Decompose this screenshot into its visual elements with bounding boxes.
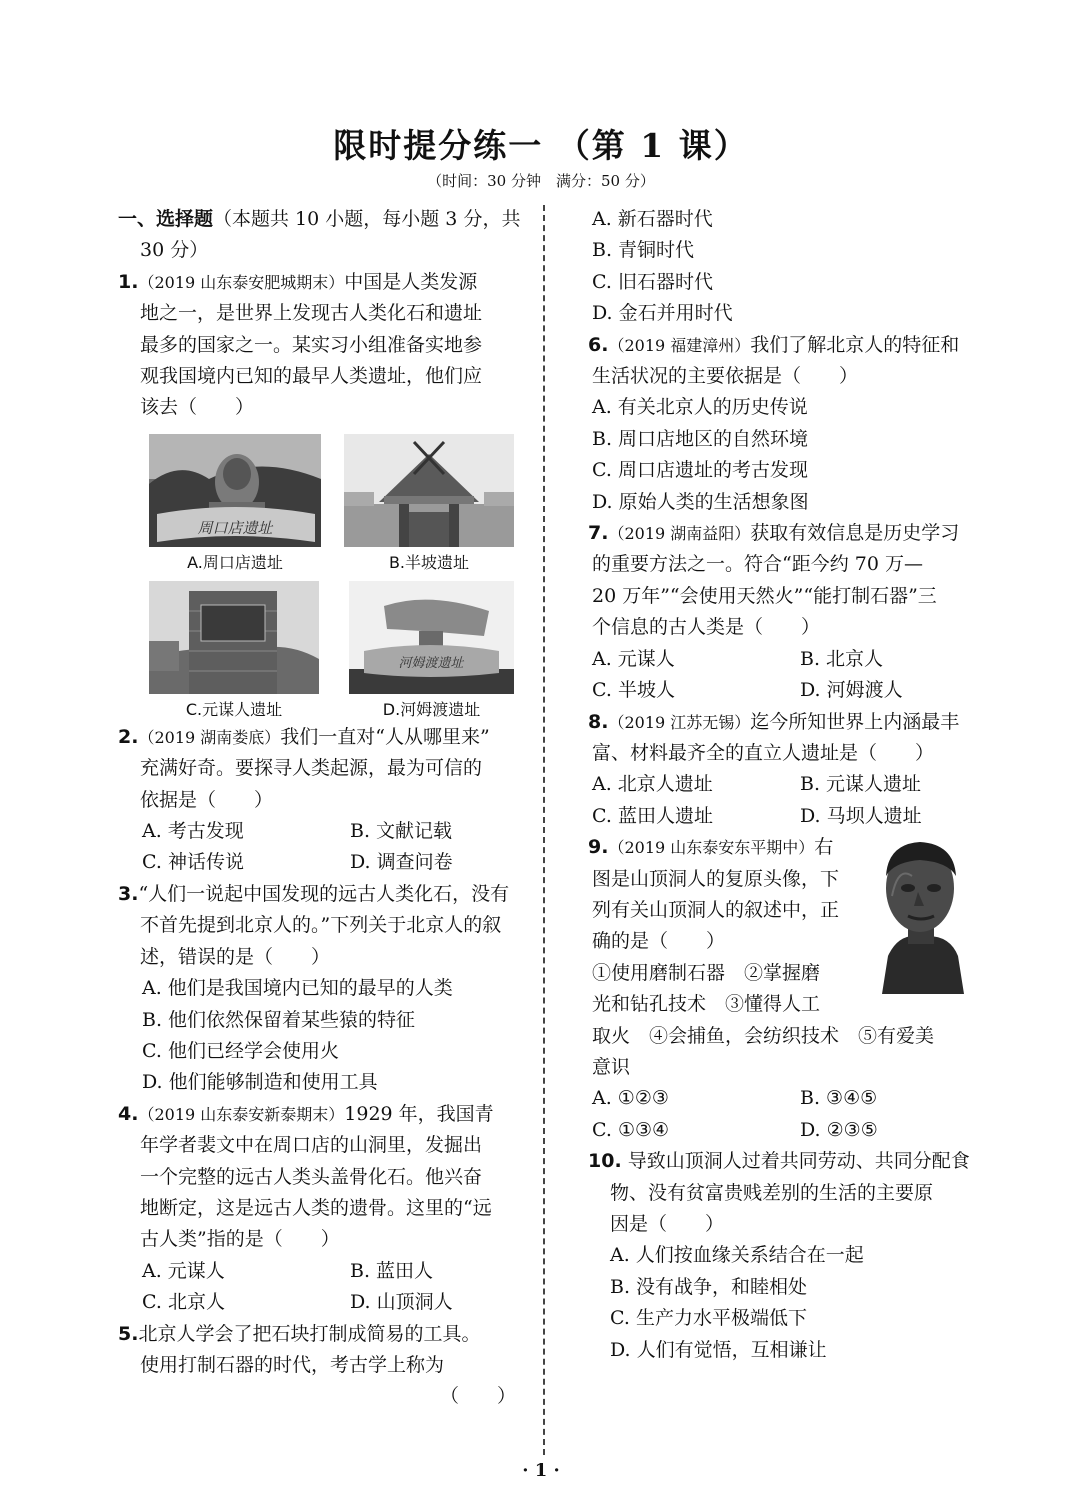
hemudu-photo <box>349 581 514 694</box>
q7-options <box>588 644 980 675</box>
q10-option-b: B. 没有战争，和睦相处 <box>610 1275 808 1298</box>
q7-options <box>588 675 980 706</box>
q9-text-line: 图是山顶洞人的复原头像，下 <box>592 867 840 890</box>
caption-b: B.半坡遗址 <box>388 552 470 572</box>
shandingdong-bust-photo <box>868 836 974 994</box>
q1-text-line: 最多的国家之一。某实习小组准备实地参 <box>140 333 483 356</box>
q7-source: （2019 湖南益阳） <box>608 524 751 544</box>
q4-text: 1929 年，我国青 <box>344 1102 494 1125</box>
q8-options <box>588 769 980 800</box>
zhoukoudian-photo <box>149 434 321 547</box>
q8-option-d: D. 马坝人遗址 <box>800 804 922 827</box>
q2-options <box>118 847 528 878</box>
question-6 <box>588 330 980 518</box>
caption-d: D.河姆渡遗址 <box>382 699 481 719</box>
q4-text-line: 年学者裴文中在周口店的山洞里，发掘出 <box>140 1134 483 1157</box>
q4-text-line: 一个完整的远古人类头盖骨化石。他兴奋 <box>140 1165 483 1188</box>
q7-text-line: 个信息的古人类是（ ） <box>592 616 821 639</box>
section-heading <box>118 204 528 235</box>
q1-number: 1. <box>118 270 139 293</box>
q8-number: 8. <box>588 710 609 733</box>
q8-source: （2019 江苏无锡） <box>608 712 751 732</box>
q4-option-c: C. 北京人 <box>142 1291 225 1314</box>
q4-source: （2019 山东泰安新泰期末） <box>138 1104 345 1124</box>
column-divider <box>543 205 545 1455</box>
q9-option-c: C. ①③④ <box>592 1118 670 1141</box>
q9-text: 右 <box>814 836 834 859</box>
q6-option-c: C. 周口店遗址的考古发现 <box>592 459 808 482</box>
q3-option-b: B. 他们依然保留着某些猿的特征 <box>142 1008 416 1031</box>
q9-text-line: 取火 ④会捕鱼，会纺织技术 ⑤有爱美 <box>592 1024 935 1047</box>
q2-text-line: 依据是（ ） <box>140 788 274 811</box>
q4-option-a: A. 元谋人 <box>142 1259 225 1282</box>
q5-answer-blank: （ ） <box>440 1385 517 1408</box>
q2-options <box>118 816 528 847</box>
q3-option-d: D. 他们能够制造和使用工具 <box>142 1071 378 1094</box>
right-column <box>588 204 980 1366</box>
q7-option-a: A. 元谋人 <box>592 647 675 670</box>
question-8 <box>588 707 980 833</box>
q6-source: （2019 福建漳州） <box>608 335 751 355</box>
q3-option-a: A. 他们是我国境内已知的最早的人类 <box>142 977 453 1000</box>
q6-number: 6. <box>588 333 609 356</box>
q2-option-b: B. 文献记载 <box>350 820 453 843</box>
section-desc-cont: 30 分） <box>140 239 209 262</box>
q8-option-a: A. 北京人遗址 <box>592 773 713 796</box>
q4-number: 4. <box>118 1102 139 1125</box>
question-2 <box>118 722 528 879</box>
q8-options <box>588 801 980 832</box>
page-number: · 1 · <box>522 1460 560 1481</box>
q6-text-line: 生活状况的主要依据是（ ） <box>592 365 859 388</box>
section-label: 一、选择题 <box>118 208 214 230</box>
zhoukoudian-sign-text: 周口店遗址 <box>197 518 273 537</box>
q9-option-d: D. ②③⑤ <box>800 1118 878 1141</box>
question-5 <box>118 1319 528 1413</box>
question-7 <box>588 518 980 706</box>
q1-text-line: 地之一，是世界上发现古人类化石和遗址 <box>140 302 483 325</box>
q3-option-c: C. 他们已经学会使用火 <box>142 1039 339 1062</box>
q3-text-line: 不首先提到北京人的。”下列关于北京人的叙 <box>140 914 502 937</box>
q1-image-grid <box>118 424 528 722</box>
q10-text-line: 物、没有贫富贵贱差别的生活的主要原 <box>610 1181 934 1204</box>
caption-c: C.元谋人遗址 <box>185 699 283 719</box>
q5-text-line: 使用打制石器的时代，考古学上称为 <box>140 1353 445 1376</box>
q7-text: 获取有效信息是历史学习 <box>750 522 960 545</box>
q6-option-b: B. 周口店地区的自然环境 <box>592 427 809 450</box>
q8-option-c: C. 蓝田人遗址 <box>592 804 713 827</box>
q5-option-c: C. 旧石器时代 <box>592 270 713 293</box>
q10-option-d: D. 人们有觉悟，互相谦让 <box>610 1338 827 1361</box>
q9-source: （2019 山东泰安东平期中） <box>608 838 815 858</box>
q8-text-line: 富、材料最齐全的直立人遗址是（ ） <box>592 741 935 764</box>
q10-option-c: C. 生产力水平极端低下 <box>610 1307 807 1330</box>
q4-text-line: 古人类”指的是（ ） <box>140 1228 340 1251</box>
yuanmou-photo <box>149 581 319 694</box>
q9-text-line: 列有关山顶洞人的叙述中，正 <box>592 898 840 921</box>
q10-text-line: 因是（ ） <box>610 1213 725 1235</box>
q9-text-line: 光和钻孔技术 ③懂得人工 <box>592 993 821 1016</box>
left-column <box>118 204 528 1413</box>
caption-a: A.周口店遗址 <box>187 552 283 572</box>
q9-options <box>588 1083 980 1114</box>
q2-text-line: 充满好奇。要探寻人类起源，最为可信的 <box>140 757 483 780</box>
q6-text: 我们了解北京人的特征和 <box>750 333 960 356</box>
q9-options <box>588 1115 980 1146</box>
q10-text: 导致山顶洞人过着共同劳动、共同分配食 <box>627 1150 970 1173</box>
q9-text-line: ①使用磨制石器 ②掌握磨 <box>592 961 821 984</box>
q4-text-line: 地断定，这是远古人类的遗骨。这里的“远 <box>140 1196 492 1219</box>
q7-text-line: 20 万年”“会使用天然火”“能打制石器”三 <box>592 584 937 607</box>
q4-option-b: B. 蓝田人 <box>350 1259 434 1282</box>
q1-source: （2019 山东泰安肥城期末） <box>138 272 345 292</box>
q9-option-b: B. ③④⑤ <box>800 1087 878 1110</box>
q7-number: 7. <box>588 522 609 545</box>
q10-option-a: A. 人们按血缘关系结合在一起 <box>610 1244 864 1267</box>
q5-option-b: B. 青铜时代 <box>592 239 695 262</box>
q5-option-d: D. 金石并用时代 <box>592 302 733 325</box>
q7-text-line: 的重要方法之一。符合“距今约 70 万— <box>592 553 923 576</box>
hemudu-sign-text: 河姆渡遗址 <box>398 655 464 671</box>
q2-option-c: C. 神话传说 <box>142 851 244 874</box>
page-title: 限时提分练一 （第 1 课） <box>333 126 749 165</box>
q4-options <box>118 1256 528 1287</box>
q8-option-b: B. 元谋人遗址 <box>800 773 922 796</box>
q9-option-a: A. ①②③ <box>592 1087 669 1110</box>
q2-option-d: D. 调查问卷 <box>350 851 453 874</box>
q7-option-d: D. 河姆渡人 <box>800 679 903 702</box>
q10-number: 10. <box>588 1150 622 1173</box>
question-4 <box>118 1099 528 1319</box>
q3-text-line: 述，错误的是（ ） <box>140 945 331 968</box>
q5-number: 5. <box>118 1322 139 1345</box>
q3-text: “人们一说起中国发现的远古人类化石，没有 <box>138 882 510 905</box>
question-10 <box>588 1146 980 1366</box>
q1-text-line: 该去（ ） <box>140 396 255 419</box>
q7-option-c: C. 半坡人 <box>592 679 675 702</box>
page-subtitle: （时间：30 分钟 满分：50 分） <box>427 172 655 190</box>
q7-option-b: B. 北京人 <box>800 647 884 670</box>
q4-options <box>118 1287 528 1318</box>
q3-number: 3. <box>118 882 139 905</box>
q2-source: （2019 湖南娄底） <box>138 727 281 747</box>
q6-option-d: D. 原始人类的生活想象图 <box>592 490 809 513</box>
q9-number: 9. <box>588 836 609 859</box>
q4-option-d: D. 山顶洞人 <box>350 1291 453 1314</box>
banpo-photo <box>344 434 514 547</box>
section-desc: （本题共 10 小题，每小题 3 分，共 <box>213 208 521 230</box>
q2-option-a: A. 考古发现 <box>142 820 244 843</box>
q6-option-a: A. 有关北京人的历史传说 <box>592 396 808 419</box>
q2-number: 2. <box>118 725 139 748</box>
q5-text: 北京人学会了把石块打制成简易的工具。 <box>138 1322 481 1345</box>
q1-text: 中国是人类发源 <box>344 270 478 293</box>
q8-text: 迄今所知世界上内涵最丰 <box>750 710 960 733</box>
question-1 <box>118 267 528 722</box>
q5-option-a: A. 新石器时代 <box>592 208 713 230</box>
q1-text-line: 观我国境内已知的最早人类遗址，他们应 <box>140 365 483 388</box>
q2-text: 我们一直对“人从哪里来” <box>280 725 490 748</box>
q9-text-line: 意识 <box>592 1055 631 1078</box>
question-3 <box>118 879 528 1099</box>
q9-text-line: 确的是（ ） <box>592 930 726 953</box>
